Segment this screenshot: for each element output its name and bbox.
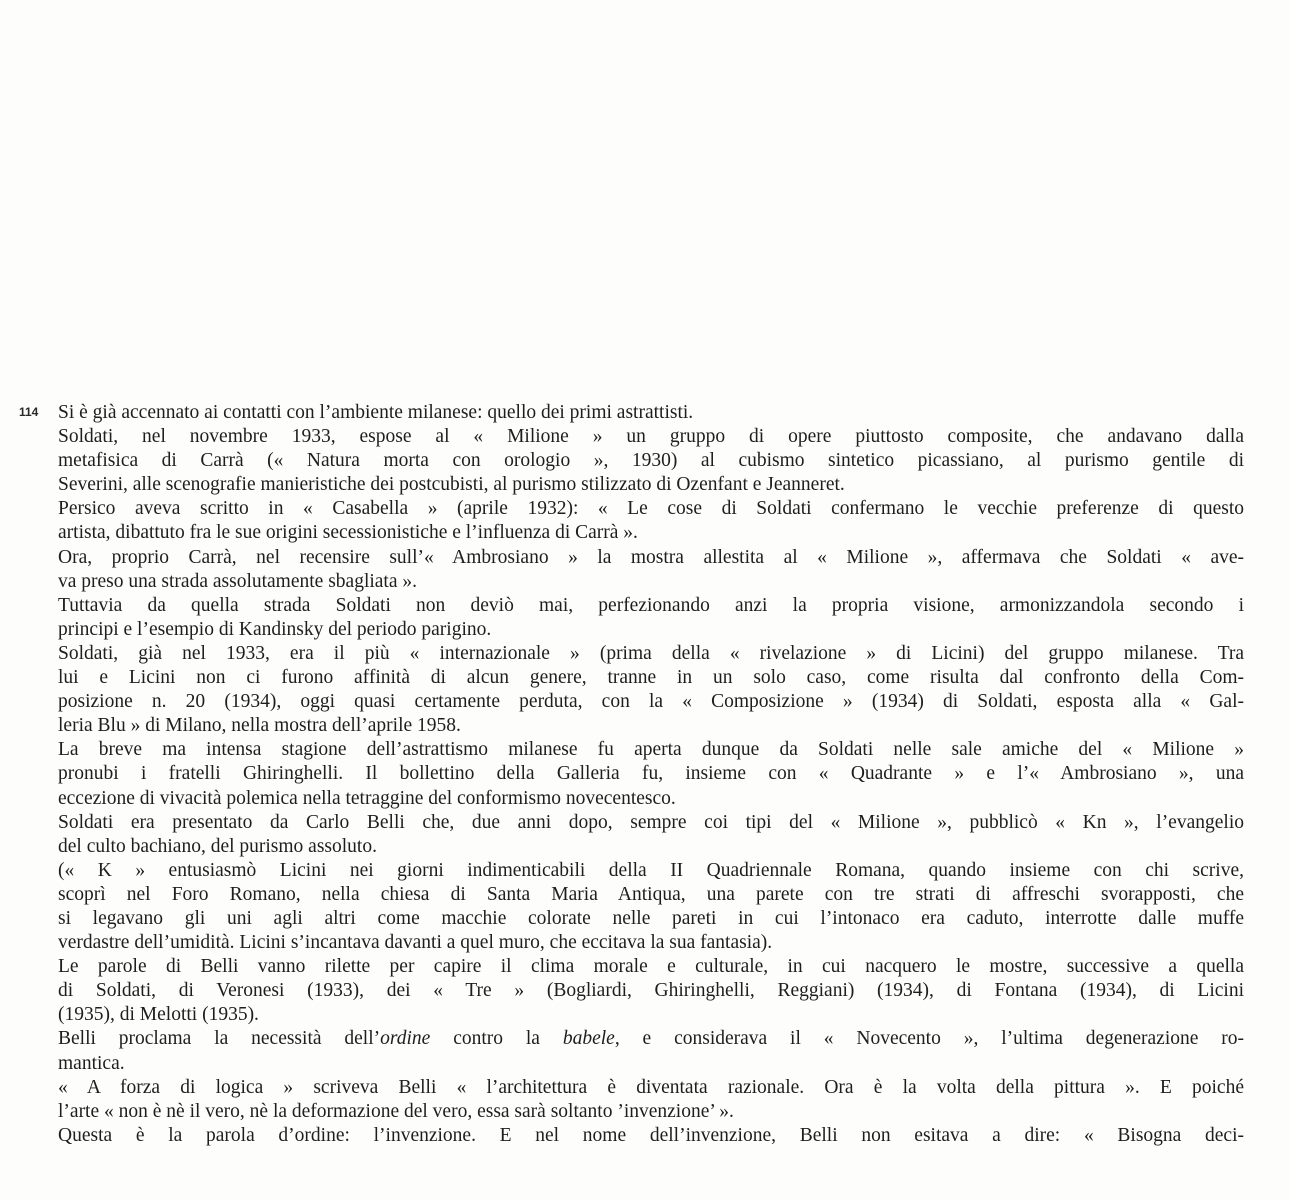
text-line: Si è già accennato ai contatti con l’ambiente milanese: quello dei primi astrattisti. (58, 402, 694, 423)
text-line: di Soldati, di Veronesi (1933), dei « Tre » (Bogliardi, Ghiringhelli, Reggiani) (1934), di Fontana (1934), di Licini (58, 980, 1244, 1002)
text-line: Severini, alle scenografie manieristiche dei postcubisti, al purismo stilizzato di Ozenfant e Jeanneret. (58, 474, 845, 496)
text-line: metafisica di Carrà (« Natura morta con orologio », 1930) al cubismo sintetico picassiano, al purismo gentile di (58, 450, 1244, 472)
text-line: (« K » entusiasmò Licini nei giorni indimenticabili della II Quadriennale Romana, quando insieme con chi scrive, (58, 859, 1244, 881)
text-line: scoprì nel Foro Romano, nella chiesa di Santa Maria Antiqua, una parete con tre strati di affreschi svorapposti, che (58, 883, 1244, 905)
text-line: Soldati, nel novembre 1933, espose al « Milione » un gruppo di opere piuttosto composite, che andavano dalla (58, 426, 1244, 448)
page-number: 114 (19, 405, 39, 419)
text-line: Soldati era presentato da Carlo Belli che, due anni dopo, sempre coi tipi del « Milione », pubblicò « Kn », l’evangelio (58, 811, 1244, 833)
text-line: verdastre dell’umidità. Licini s’incantava davanti a quel muro, che eccitava la sua fantasia). (58, 932, 773, 954)
text-line: posizione n. 20 (1934), oggi quasi certamente perduta, con la « Composizione » (1934) di Soldati, esposta alla « Gal- (58, 691, 1244, 713)
text-line: Belli proclama la necessità dell’ordine contro la babele, e considerava il « Novecento », l’ultima degenerazione ro- (58, 1028, 1244, 1050)
text-line: « A forza di logica » scriveva Belli « l’architettura è diventata razionale. Ora è la volta della pittura ». E poiché (58, 1076, 1244, 1098)
text-line: va preso una strada assolutamente sbagliata ». (58, 570, 418, 592)
text-line: principi e l’esempio di Kandinsky del periodo parigino. (58, 618, 492, 640)
text-line: Le parole di Belli vanno rilette per capire il clima morale e culturale, in cui nacquero le mostre, successive a quella (58, 956, 1244, 978)
body-text (58, 401, 1244, 1148)
text-line: pronubi i fratelli Ghiringhelli. Il bollettino della Galleria fu, insieme con « Quadrante » e l’« Ambrosiano », una (58, 763, 1244, 785)
text-line: leria Blu » di Milano, nella mostra dell’aprile 1958. (58, 715, 461, 737)
text-line: del culto bachiano, del purismo assoluto. (58, 835, 377, 857)
text-line: Soldati, già nel 1933, era il più « internazionale » (prima della « rivelazione » di Licini) del gruppo milanese. Tra (58, 642, 1244, 664)
text-line: lui e Licini non ci furono affinità di alcun genere, tranne in un solo caso, come risulta dal confronto della Com- (58, 667, 1244, 689)
text-line: Questa è la parola d’ordine: l’invenzione. E nel nome dell’invenzione, Belli non esitava a dire: « Bisogna deci- (58, 1124, 1244, 1146)
text-line: mantica. (58, 1052, 125, 1074)
text-line: Tuttavia da quella strada Soldati non deviò mai, perfezionando anzi la propria visione, armonizzandola secondo i (58, 594, 1244, 616)
text-line: La breve ma intensa stagione dell’astrattismo milanese fu aperta dunque da Soldati nelle sale amiche del « Milione » (58, 739, 1244, 761)
text-line: l’arte « non è nè il vero, nè la deformazione del vero, essa sarà soltanto ’invenzione’ ». (58, 1100, 734, 1122)
text-line: artista, dibattuto fra le sue origini secessionistiche e l’influenza di Carrà ». (58, 522, 638, 544)
text-line: Ora, proprio Carrà, nel recensire sull’« Ambrosiano » la mostra allestita al « Milione », affermava che Soldati « ave- (58, 546, 1244, 568)
text-line: eccezione di vivacità polemica nella tetraggine del conformismo novecentesco. (58, 787, 676, 809)
text-line: (1935), di Melotti (1935). (58, 1004, 259, 1026)
text-line: si legavano gli uni agli altri come macchie colorate nelle pareti in cui l’intonaco era caduto, interrotte dalle muffe (58, 907, 1244, 929)
text-line: Persico aveva scritto in « Casabella » (aprile 1932): « Le cose di Soldati confermano le vecchie preferenze di questo (58, 498, 1244, 520)
